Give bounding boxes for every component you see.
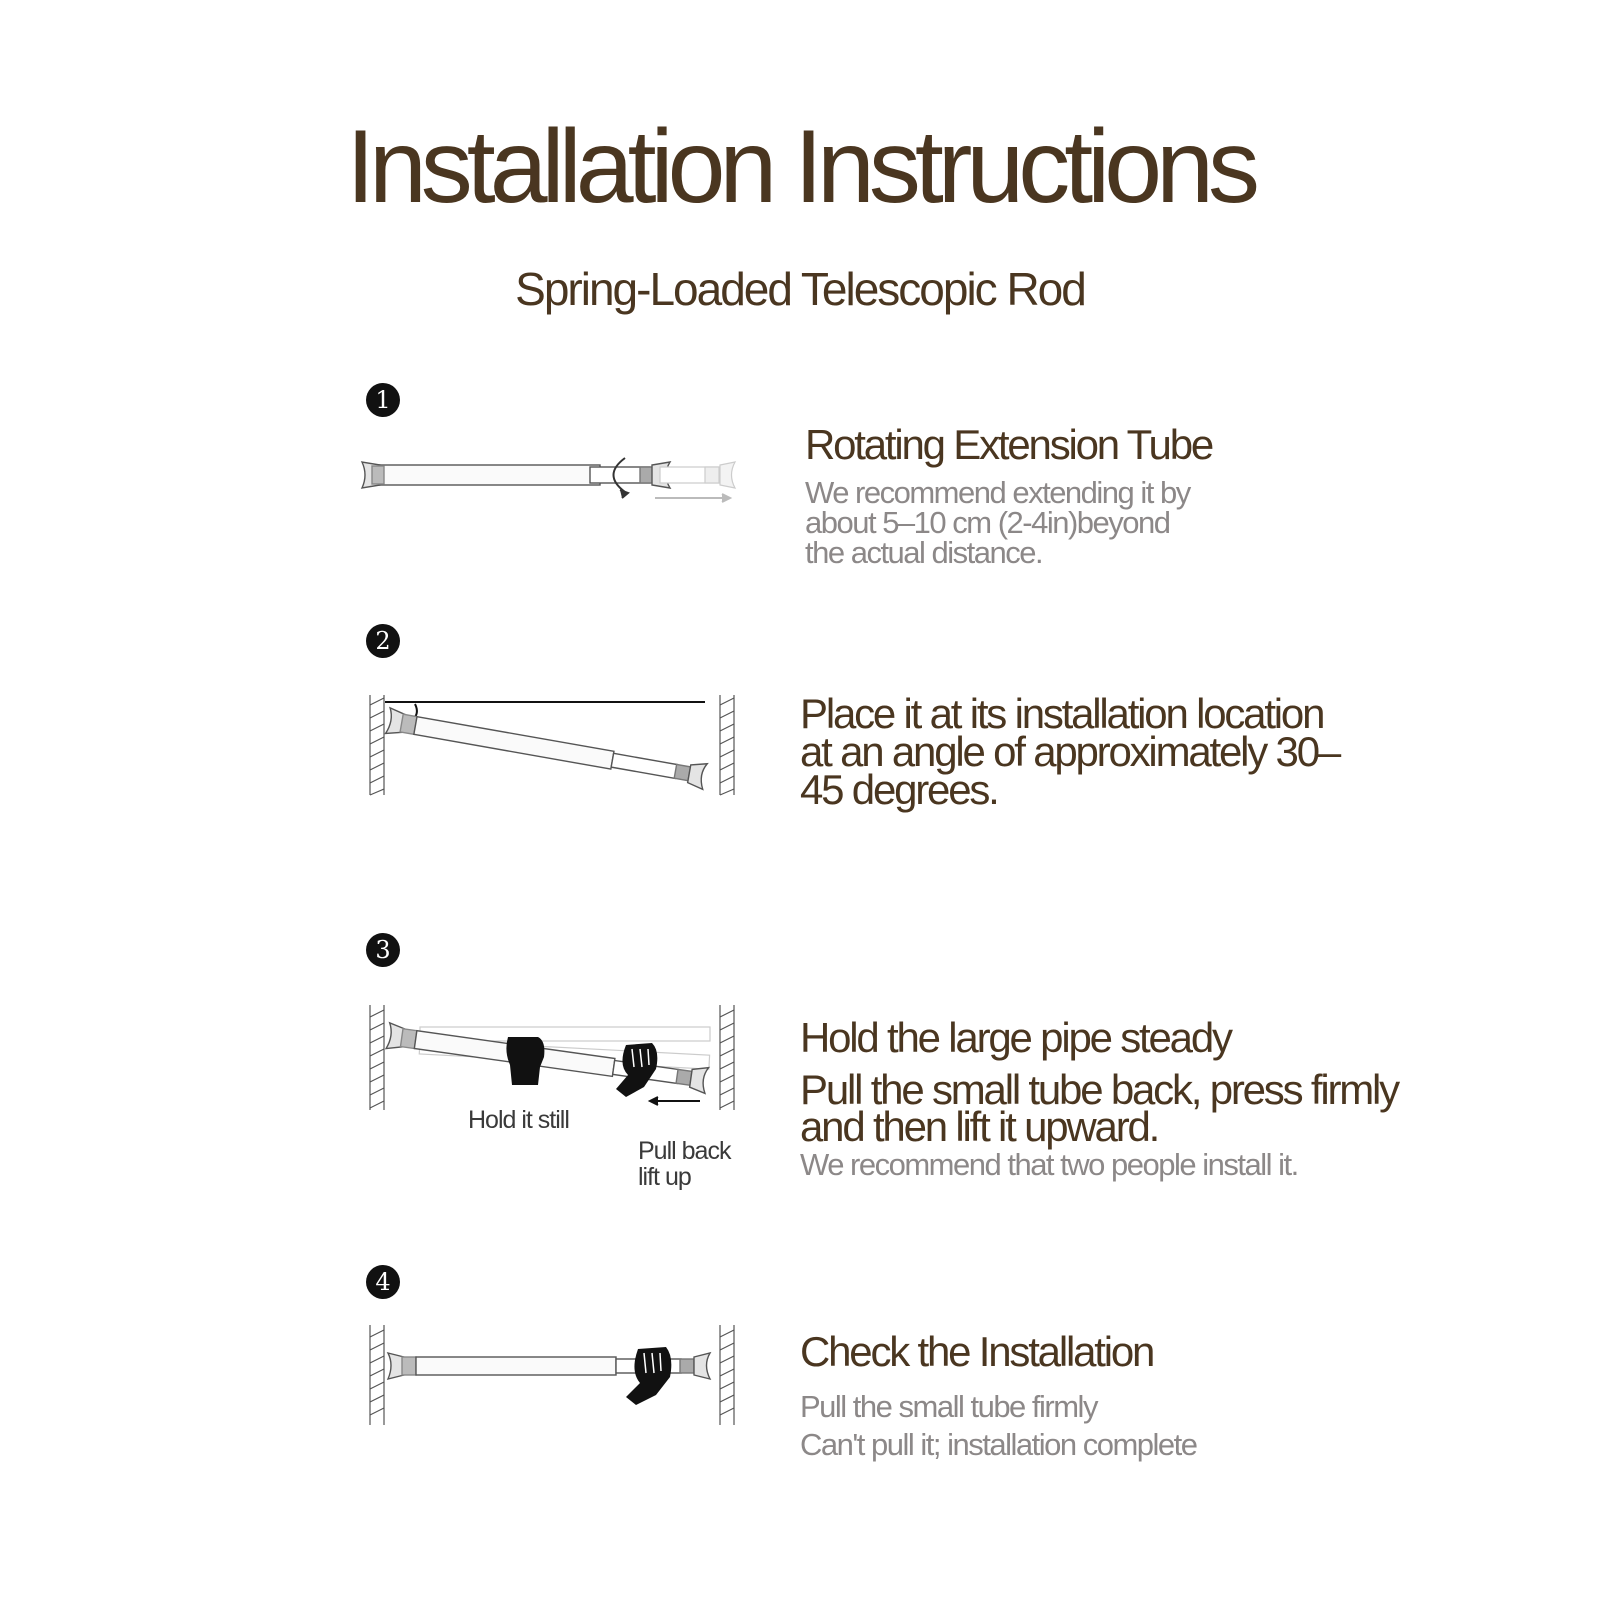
left-arrow-icon xyxy=(650,1097,700,1105)
page-subtitle: Spring-Loaded Telescopic Rod xyxy=(515,263,1085,315)
step-1-note-line-1: We recommend extending it by xyxy=(805,475,1190,510)
step-2-badge: 2 xyxy=(366,624,400,658)
telescopic-rod xyxy=(362,462,670,488)
step-3-heading-line-1: Hold the large pipe steady xyxy=(800,1014,1231,1061)
step-1-note-line-3: the actual distance. xyxy=(805,535,1043,570)
extend-arrow-icon xyxy=(655,494,730,502)
wall-right xyxy=(720,1005,734,1110)
step-4-heading: Check the Installation xyxy=(800,1328,1154,1375)
gripping-hand-icon xyxy=(626,1347,671,1405)
hold-still-label: Hold it still xyxy=(468,1106,569,1134)
step-1-heading: Rotating Extension Tube xyxy=(805,421,1213,468)
step-3-badge: 3 xyxy=(366,933,400,967)
wall-right xyxy=(720,695,734,795)
pull-back-label: Pull back lift up xyxy=(638,1137,731,1191)
fist-hand-icon xyxy=(506,1037,544,1085)
step-1-figure xyxy=(360,440,760,510)
angled-rod xyxy=(386,708,708,790)
wall-left xyxy=(370,695,384,795)
wall-right xyxy=(720,1325,734,1425)
wall-left xyxy=(370,1325,384,1425)
extended-ghost-rod xyxy=(660,462,735,488)
step-2-figure xyxy=(360,690,760,810)
wall-left xyxy=(370,1005,384,1110)
step-1-badge: 1 xyxy=(366,383,400,417)
step-4-note-line-1: Pull the small tube firmly xyxy=(800,1389,1097,1424)
step-4-figure xyxy=(360,1325,760,1435)
step-1-note-line-2: about 5–10 cm (2-4in)beyond xyxy=(805,505,1170,540)
step-3-heading-line-2: Pull the small tube back, press firmly xyxy=(800,1066,1398,1113)
page-title: Installation Instructions xyxy=(346,109,1254,225)
step-4-badge: 4 xyxy=(366,1265,400,1299)
step-3-heading-line-3: and then lift it upward. xyxy=(800,1103,1159,1150)
step-3-note: We recommend that two people install it. xyxy=(800,1147,1298,1182)
step-2-heading: Place it at its installation location at an angle of approximately 30– 45 degrees. xyxy=(800,690,1340,813)
step-4-note-line-2: Can't pull it; installation complete xyxy=(800,1427,1197,1462)
